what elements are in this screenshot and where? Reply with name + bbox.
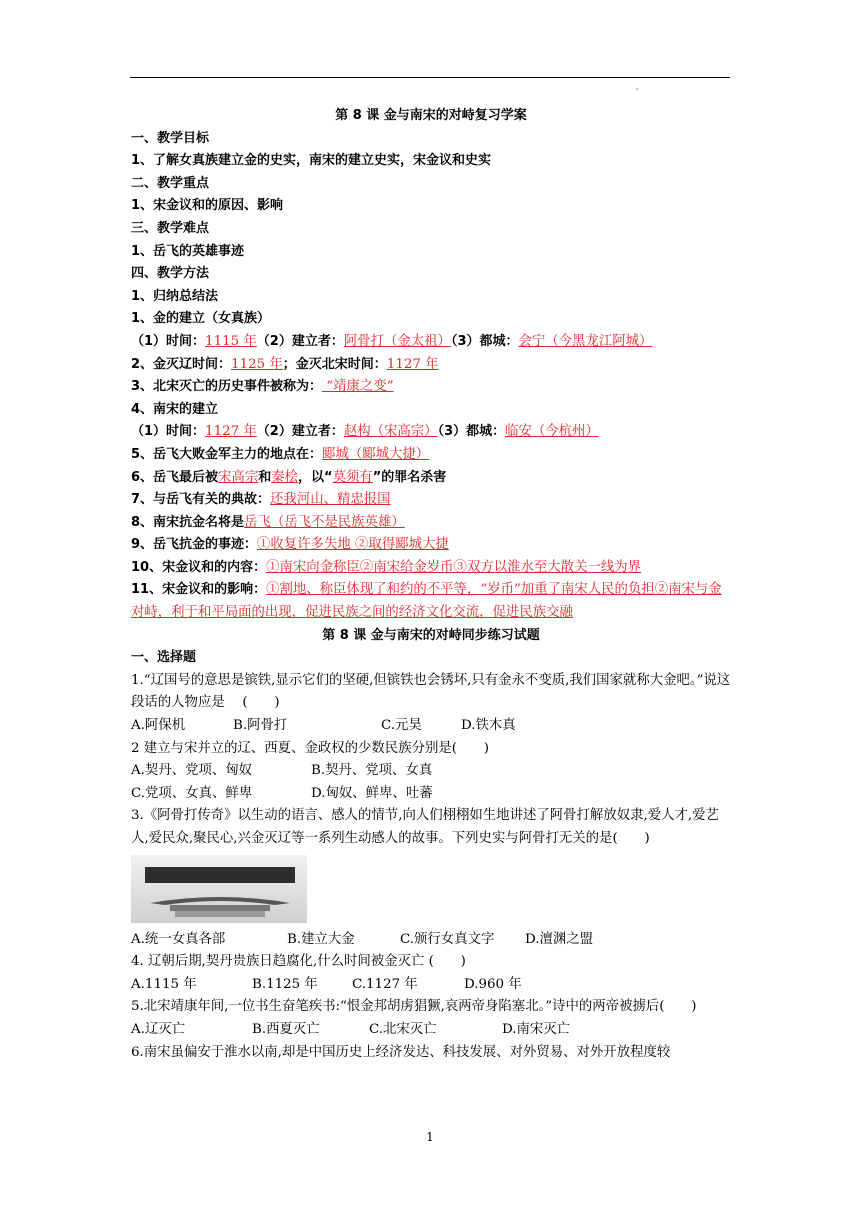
review-title: 第 8 课 金与南宋的对峙复习学案 bbox=[335, 108, 527, 123]
option: B.1125 年 bbox=[252, 976, 318, 992]
knowledge-point bbox=[131, 512, 731, 535]
option: A.辽灭亡 bbox=[131, 1021, 186, 1037]
section-heading: 一、教学目标 bbox=[131, 130, 210, 146]
section-item: 1、岳飞的英雄事迹 bbox=[131, 243, 245, 259]
label: （2）建立者： bbox=[256, 424, 344, 440]
label: （1）时间： bbox=[131, 424, 206, 440]
label: 5、岳飞大败金军主力的地点在： bbox=[131, 446, 323, 462]
option: C.党项、女真、鲜卑 bbox=[131, 785, 253, 801]
answer: 还我河山、精忠报国 bbox=[270, 492, 391, 508]
header-mark: ' bbox=[636, 87, 639, 96]
question-3-options bbox=[131, 929, 731, 952]
answer: 1115 年 bbox=[205, 333, 257, 349]
answer: 1127 年 bbox=[205, 424, 257, 440]
question-4: 4. 辽朝后期,契丹贵族日趋腐化,什么时间被金灭亡 ( ) bbox=[131, 954, 466, 970]
page-number: 1 bbox=[426, 1130, 434, 1144]
knowledge-point: 1、金的建立（女真族） bbox=[131, 311, 271, 327]
option: A.契丹、党项、匈奴 bbox=[131, 763, 253, 779]
question-5-options bbox=[131, 1019, 731, 1042]
label: 10、宋金议和的内容： bbox=[131, 559, 267, 575]
option: C.1127 年 bbox=[352, 976, 418, 992]
label: 2、金灭辽时间： bbox=[131, 356, 232, 372]
knowledge-point bbox=[131, 444, 731, 467]
label: 6、岳飞最后被 bbox=[131, 469, 219, 485]
section-item: 1、归纳总结法 bbox=[131, 288, 219, 304]
answer: ①收复许多失地 ②取得郾城大捷 bbox=[257, 537, 449, 553]
label: 7、与岳飞有关的典故： bbox=[131, 492, 271, 508]
answer: 岳飞（岳飞不是民族英雄） bbox=[244, 514, 405, 530]
option: C.颁行女真文字 bbox=[400, 931, 495, 947]
label: 8、南宋抗金名将是 bbox=[131, 514, 245, 530]
section-heading: 四、教学方法 bbox=[131, 266, 210, 282]
knowledge-point bbox=[131, 354, 731, 377]
question-4-options bbox=[131, 974, 731, 997]
answer: 会宁（今黑龙江阿城） bbox=[518, 333, 653, 349]
knowledge-point bbox=[131, 534, 731, 557]
knowledge-point bbox=[131, 331, 731, 354]
option: A.1115 年 bbox=[131, 976, 197, 992]
question-1: 1.“辽国号的意思是镔铁,显示它们的坚硬,但镔铁也会锈坏,只有金永不变质,我们国家就称大金吧。”说这段话的人物应是 ( ) bbox=[131, 672, 731, 711]
answer: 阿骨打（金太祖） bbox=[343, 333, 451, 349]
answer: ①南宋向金称臣②南宋给金岁币③双方以淮水至大散关一线为界 bbox=[266, 559, 642, 575]
question-2-options bbox=[131, 783, 731, 806]
answer: 1127 年 bbox=[386, 356, 439, 372]
section-item: 1、宋金议和的原因、影响 bbox=[131, 198, 284, 214]
answer: “靖康之变” bbox=[322, 379, 394, 395]
knowledge-point bbox=[131, 579, 731, 624]
option: B.阿骨打 bbox=[233, 718, 288, 734]
book-title-banner bbox=[145, 867, 295, 883]
option: B.契丹、党项、女真 bbox=[311, 763, 433, 779]
answer: 莫须有 bbox=[332, 469, 373, 485]
option: A.统一女真各部 bbox=[131, 931, 226, 947]
option: D.澶渊之盟 bbox=[525, 931, 594, 947]
section-heading: 三、教学难点 bbox=[131, 220, 210, 236]
knowledge-point bbox=[131, 376, 731, 399]
exercise-title: 第 8 课 金与南宋的对峙同步练习试题 bbox=[322, 627, 540, 643]
label: 11、宋金议和的影响： bbox=[131, 582, 267, 598]
option: D.960 年 bbox=[464, 976, 522, 992]
label: （3）都城： bbox=[437, 424, 506, 440]
label: （3）都城： bbox=[450, 333, 519, 349]
question-2: 2 建立与宋并立的辽、西夏、金政权的少数民族分别是( ) bbox=[131, 740, 489, 756]
answer: 秦桧 bbox=[271, 469, 299, 485]
answer: 郾城（郾城大捷） bbox=[322, 446, 430, 462]
knowledge-point bbox=[131, 557, 731, 580]
pavilion-roof-picture bbox=[145, 889, 295, 917]
option: D.匈奴、鲜卑、吐蕃 bbox=[311, 785, 433, 801]
label: ，以“ bbox=[298, 469, 333, 485]
label: ；金灭北宋时间： bbox=[282, 356, 387, 372]
question-3: 3.《阿骨打传奇》以生动的语言、感人的情节,向人们栩栩如生地讲述了阿骨打解放奴隶,爱人才,爱艺人,爱民众,聚民心,兴金灭辽等一系列生动感人的故事。下列史实与阿骨打无关的是( ) bbox=[131, 808, 719, 846]
option: B.建立大金 bbox=[287, 931, 355, 947]
section-item: 1、了解女真族建立金的史实，南宋的建立史实，宋金议和史实 bbox=[131, 153, 492, 169]
label: 3、北宋灭亡的历史事件被称为： bbox=[131, 379, 323, 395]
question-5: 5.北宋靖康年间,一位书生奋笔疾书:“恨金邦胡虏猖獗,哀两帝身陷塞北。”诗中的两帝被掳后( ) bbox=[131, 999, 697, 1015]
option: C.北宋灭亡 bbox=[369, 1021, 437, 1037]
knowledge-point: 4、南宋的建立 bbox=[131, 401, 219, 417]
answer: 1125 年 bbox=[231, 356, 283, 372]
label: 和 bbox=[258, 469, 272, 485]
option: D.南宋灭亡 bbox=[502, 1021, 571, 1037]
answer: 临安（今杭州） bbox=[505, 424, 599, 440]
book-cover-image bbox=[131, 855, 307, 923]
knowledge-point bbox=[131, 489, 731, 512]
option: B.西夏灭亡 bbox=[252, 1021, 320, 1037]
label: （1）时间： bbox=[131, 333, 206, 349]
document-body bbox=[131, 105, 731, 1064]
answer: ①割地、称臣体现了和约的不平等，“岁币”加重了南宋人民的负担②南宋与金对峙，利于和平局面的出现，促进民族之间的经济文化交流，促进民族交融 bbox=[131, 582, 722, 621]
section-heading: 一、选择题 bbox=[131, 650, 197, 666]
question-1-options bbox=[131, 715, 731, 738]
option: C.元昊 bbox=[381, 718, 422, 734]
label: 9、岳飞抗金的事迹： bbox=[131, 537, 258, 553]
section-heading: 二、教学重点 bbox=[131, 175, 210, 191]
question-6: 6.南宋虽偏安于淮水以南,却是中国历史上经济发达、科技发展、对外贸易、对外开放程度较 bbox=[131, 1044, 671, 1060]
header-rule bbox=[130, 77, 730, 78]
label: （2）建立者： bbox=[256, 333, 344, 349]
knowledge-point bbox=[131, 467, 731, 490]
question-2-options bbox=[131, 760, 731, 783]
label: ”的罪名杀害 bbox=[372, 469, 447, 485]
answer: 赵构（宋高宗） bbox=[343, 424, 438, 440]
option: A.阿保机 bbox=[131, 718, 186, 734]
option: D.铁木真 bbox=[461, 718, 516, 734]
answer: 宋高宗 bbox=[218, 469, 259, 485]
knowledge-point bbox=[131, 421, 731, 444]
